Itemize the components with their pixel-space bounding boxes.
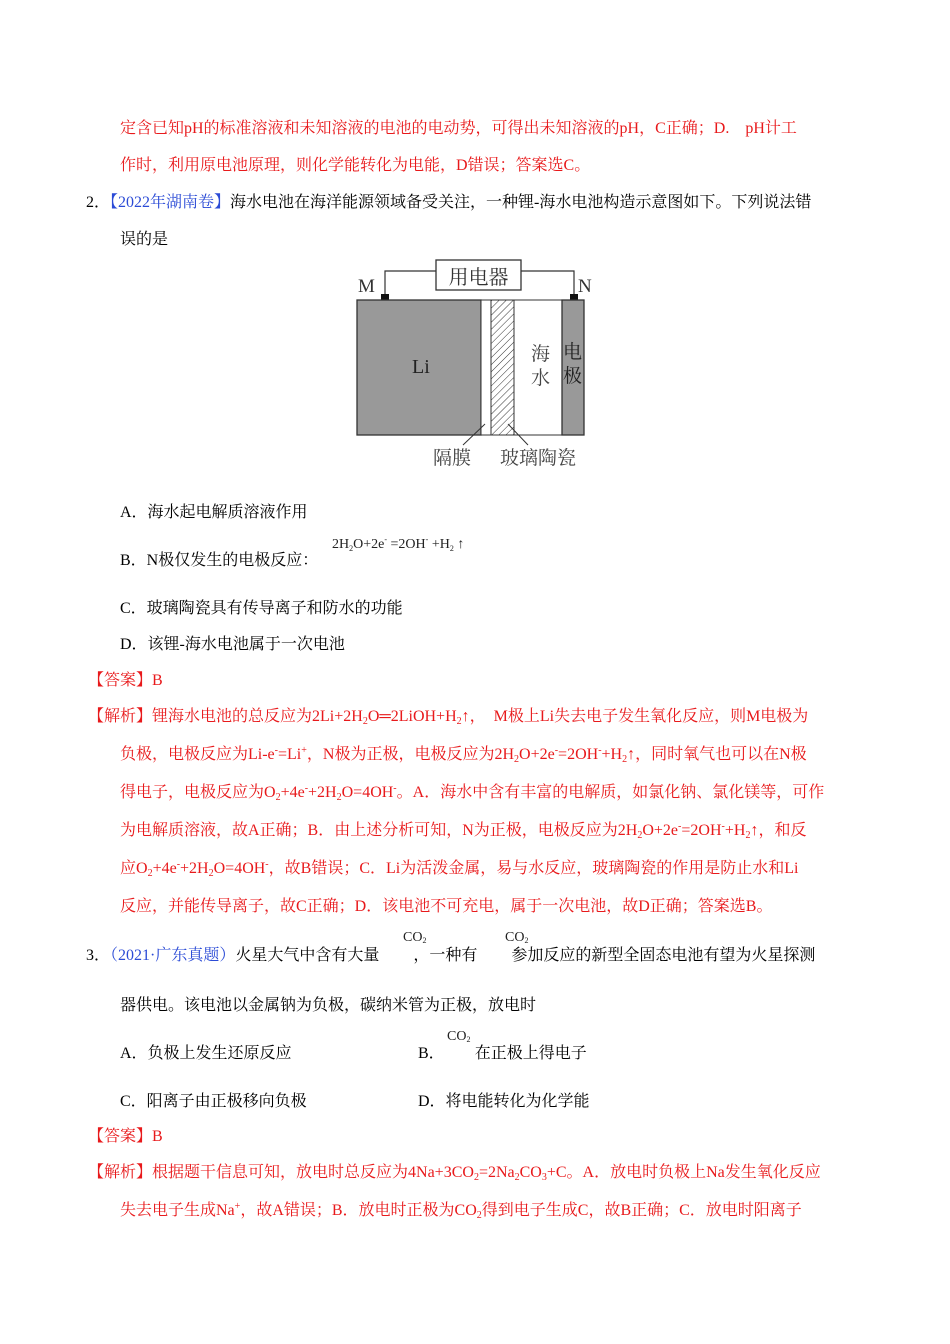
answer-value: B xyxy=(152,672,163,689)
battery-diagram xyxy=(330,250,610,480)
option-c: C．玻璃陶瓷具有传导离子和防水的功能 xyxy=(120,600,403,617)
option-c: C．阳离子由正极移向负极 xyxy=(120,1093,307,1110)
option-b-formula: $2H_2O+2e^- =2OH^- +H_2$ ↑ xyxy=(332,535,465,553)
analysis-line-1: 【解析】根据题干信息可知，放电时总反应为$4Na+3CO_2=2Na_2CO_3+C$。A．放电时负极上Na发生氧化反应 xyxy=(88,1164,821,1183)
answer-line xyxy=(88,1127,163,1147)
answer-line xyxy=(88,671,163,691)
terminal-n-label: N xyxy=(578,276,592,297)
analysis-line-5: 应$O_2+4e^-+2H_2O=4OH^-$，故B错误；C．Li为活泼金属，易与水反应，玻璃陶瓷的作用是防止水和Li xyxy=(120,859,799,879)
answer-value: B xyxy=(152,1128,163,1145)
question-source: （2021·广东真题） xyxy=(110,947,236,964)
analysis-tag: 【解析】 xyxy=(88,1164,153,1181)
option-d: D．将电能转化为化学能 xyxy=(418,1093,590,1110)
question-2-stem xyxy=(86,193,811,213)
electrode-label: 电 极 xyxy=(563,341,583,387)
device-label: 用电器 xyxy=(448,265,509,289)
co2-formula: $CO_2$ xyxy=(505,930,529,945)
question-3-stem-cont: 器供电。该电池以金属钠为负极，碳纳米管为正极，放电时 xyxy=(120,997,537,1014)
option-b: B．N极仅发生的电极反应： xyxy=(120,552,319,569)
seawater-label: 海 水 xyxy=(531,343,551,389)
analysis-line-2: 负极，电极反应为Li-e-=Li+，N极为正极，电极反应为$2H_2O+2e^-=2OH^-+H_2↑$，同时氧气也可以在N极 xyxy=(120,745,807,765)
prev-analysis-line-1: 定含已知pH的标准溶液和未知溶液的电池的电动势，可得出未知溶液的pH，C正确；D. pH计工 xyxy=(120,120,797,137)
answer-tag: 【答案】 xyxy=(88,1128,153,1145)
question-number: 2． xyxy=(86,194,111,211)
question-source: 【2022年湖南卷】 xyxy=(110,194,231,211)
question-stem-text: 海水电池在海洋能源领域备受关注，一种锂-海水电池构造示意图如下。下列说法错 xyxy=(230,194,812,211)
question-number: 3． xyxy=(86,947,111,964)
option-b: B． 在正极上得电子 xyxy=(418,1045,587,1062)
analysis-line-1: 【解析】锂海水电池的总反应为$2Li+2H_2O═2LiOH+H_2↑$， M极上Li失去电子发生氧化反应，则M电极为 xyxy=(88,708,809,727)
analysis-line-6: 反应，并能传导离子，故C正确；D．该电池不可充电，属于一次电池，故D正确；答案选B。 xyxy=(120,898,773,915)
co2-formula: $CO_2$ xyxy=(447,1029,471,1044)
analysis-line-3: 得电子，电极反应为$O_2+4e^-+2H_2O=4OH^-$。A．海水中含有丰富的电解质，如氯化钠、氯化镁等，可作 xyxy=(120,783,825,803)
option-d: D．该锂-海水电池属于一次电池 xyxy=(120,636,345,653)
question-3-stem: 3．（2021·广东真题）火星大气中含有大量 ，一种有 参加反应的新型全固态电池有望为火星探测 xyxy=(86,947,816,964)
answer-tag: 【答案】 xyxy=(88,672,153,689)
analysis-tag: 【解析】 xyxy=(88,708,153,725)
co2-formula: $CO_2$ xyxy=(403,930,427,945)
question-2-stem-cont: 误的是 xyxy=(120,231,169,248)
prev-analysis-line-2: 作时，利用原电池原理，则化学能转化为电能，D错误；答案选C。 xyxy=(120,157,591,174)
terminal-m-label: M xyxy=(358,276,375,297)
ceramic-label: 玻璃陶瓷 xyxy=(500,447,577,469)
analysis-line-2: 失去电子生成Na+，故A错误；B．放电时正极为$CO_2$得到电子生成C，故B正确；C．放电时阳离子 xyxy=(120,1201,802,1221)
option-a: A．海水起电解质溶液作用 xyxy=(120,504,308,521)
analysis-line-4: 为电解质溶液，故A正确；B．由上述分析可知，N为正极，电极反应为$2H_2O+2e^-=2OH^-+H_2↑$，和反 xyxy=(120,821,807,841)
option-a: A．负极上发生还原反应 xyxy=(120,1045,292,1062)
separator-label: 隔膜 xyxy=(433,447,472,469)
li-label: Li xyxy=(412,356,430,378)
